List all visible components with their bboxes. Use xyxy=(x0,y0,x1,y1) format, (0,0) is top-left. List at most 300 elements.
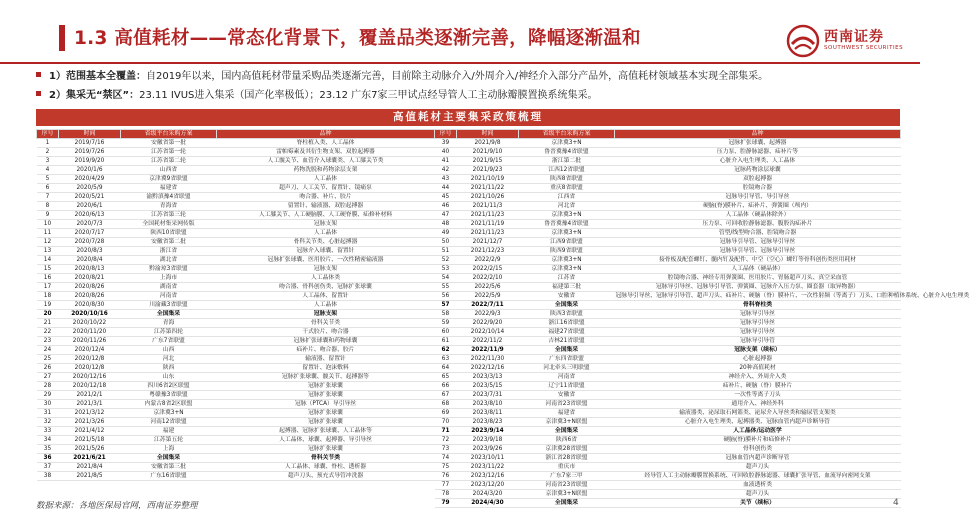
cell-time: 2021/6/21 xyxy=(59,454,121,463)
cell-no: 23 xyxy=(37,337,59,346)
cell-platform: 京津冀3+N xyxy=(519,211,615,220)
table-row xyxy=(37,382,435,391)
cell-platform: 江苏省第二轮 xyxy=(121,157,217,166)
cell-variety: 人工晶体（硬晶体除外） xyxy=(615,211,901,220)
table-row xyxy=(435,418,901,427)
point-text: 23.11 IVUS进入集采（国产化率极低）；23.12 广东7家三甲试点经导管人工主动脉瓣膜置换系统集采。 xyxy=(139,90,598,101)
cell-platform: 山西 xyxy=(121,346,217,355)
cell-time: 2024/3/20 xyxy=(457,490,519,499)
table-row xyxy=(435,427,901,436)
cell-variety: 冠脉导引导丝、冠脉导引导管、弹簧圈、冠脉介入压力泵、圈套器（取异物器） xyxy=(615,283,901,292)
cell-platform: 京津冀3+N联盟 xyxy=(519,418,615,427)
cell-time: 2020/5/21 xyxy=(59,193,121,202)
cell-variety: 留置针、输液器、双腔起搏器 xyxy=(217,202,435,211)
cell-platform: 河南省 xyxy=(121,292,217,301)
cell-no: 52 xyxy=(435,256,457,265)
table-row xyxy=(435,391,901,400)
cell-variety: 雷帕霉素及其衍生物支架、双腔起搏器 xyxy=(217,148,435,157)
cell-variety: 人工晶体 xyxy=(217,175,435,184)
point-text: 自2019年以来，国内高值耗材带量采购品类逐渐完善，目前除主动脉介入/外周介入/神经介入部分产品外，高值耗材领域基本实现全部集采。 xyxy=(145,71,769,82)
cell-time: 2021/3/1 xyxy=(59,400,121,409)
cell-platform: 陕西6省 xyxy=(519,436,615,445)
cell-platform: 全国耗材集采网传版 xyxy=(121,220,217,229)
table-row xyxy=(37,400,435,409)
logo-mark-icon xyxy=(786,24,820,58)
cell-platform: 全国集采 xyxy=(519,499,615,508)
table-row xyxy=(435,337,901,346)
cell-no: 38 xyxy=(37,472,59,481)
cell-no: 75 xyxy=(435,463,457,472)
cell-time: 2021/3/26 xyxy=(59,418,121,427)
table-row xyxy=(435,220,901,229)
cell-no: 4 xyxy=(37,166,59,175)
cell-no: 21 xyxy=(37,319,59,328)
table-row xyxy=(37,148,435,157)
cell-time: 2020/7/28 xyxy=(59,238,121,247)
col-header-platform: 省级平台采购方案 xyxy=(519,130,615,139)
table-row xyxy=(37,373,435,382)
cell-variety: 冠脉导引导管 xyxy=(615,337,901,346)
table-row xyxy=(37,346,435,355)
cell-platform: 江西9省联盟 xyxy=(519,238,615,247)
cell-time: 2022/7/11 xyxy=(457,301,519,310)
cell-no: 58 xyxy=(435,310,457,319)
cell-variety: 人工髋关节、血管介入球囊类、人工膝关节类 xyxy=(217,157,435,166)
col-header-no: 序号 xyxy=(435,130,457,139)
cell-no: 18 xyxy=(37,292,59,301)
table-row xyxy=(37,229,435,238)
cell-no: 59 xyxy=(435,319,457,328)
slide-header xyxy=(0,0,920,60)
cell-no: 71 xyxy=(435,427,457,436)
cell-platform: 京津冀9省联盟 xyxy=(121,175,217,184)
cell-variety: 人工晶体（硬晶体） xyxy=(615,265,901,274)
cell-no: 78 xyxy=(435,490,457,499)
cell-platform: 广东四省联盟 xyxy=(519,355,615,364)
cell-time: 2022/10/14 xyxy=(457,328,519,337)
cell-no: 2 xyxy=(37,148,59,157)
cell-time: 2020/12/18 xyxy=(59,382,121,391)
cell-variety: 腔镜吻合器 xyxy=(615,184,901,193)
cell-no: 32 xyxy=(37,418,59,427)
cell-variety: 人工晶体、球囊、脊柱、透析器 xyxy=(217,463,435,472)
cell-platform: 河北牵头三明联盟 xyxy=(519,364,615,373)
cell-platform: 安徽省第三批 xyxy=(121,463,217,472)
cell-platform: 河北省 xyxy=(519,202,615,211)
cell-platform: 全国集采 xyxy=(519,427,615,436)
table-row xyxy=(435,139,901,148)
col-header-no: 序号 xyxy=(37,130,59,139)
cell-platform: 福建省 xyxy=(121,184,217,193)
data-source-note: 数据来源：各地医保局官网，西南证券整理 xyxy=(36,501,198,511)
point-lead: 1）范围基本全覆盖： xyxy=(49,71,146,82)
cell-time: 2020/12/8 xyxy=(59,364,121,373)
table-row xyxy=(435,499,901,508)
cell-variety: 管型/线型吻合器、腔镜吻合器 xyxy=(615,229,901,238)
table-row xyxy=(435,193,901,202)
cell-platform: 京津冀28省联盟 xyxy=(519,445,615,454)
cell-platform: 河南省23省联盟 xyxy=(519,481,615,490)
table-row xyxy=(435,382,901,391)
cell-variety: 人工膝关节、人工硬脑膜、人工硬脊膜、疝修补材料 xyxy=(217,211,435,220)
table-row xyxy=(435,256,901,265)
table-row xyxy=(37,328,435,337)
cell-no: 27 xyxy=(37,373,59,382)
cell-time: 2020/7/17 xyxy=(59,229,121,238)
cell-time: 2020/6/1 xyxy=(59,202,121,211)
cell-no: 5 xyxy=(37,175,59,184)
cell-time: 2021/9/8 xyxy=(457,139,519,148)
cell-time: 2024/4/30 xyxy=(457,499,519,508)
table-row xyxy=(435,166,901,175)
cell-no: 60 xyxy=(435,328,457,337)
cell-platform: 湖南省 xyxy=(121,283,217,292)
cell-platform: 青海 xyxy=(121,319,217,328)
cell-no: 73 xyxy=(435,445,457,454)
cell-time: 2020/6/13 xyxy=(59,211,121,220)
cell-variety: 输液器、留置针 xyxy=(217,355,435,364)
cell-platform: 福建省 xyxy=(519,409,615,418)
cell-no: 7 xyxy=(37,193,59,202)
cell-platform: 浙江16省联盟 xyxy=(519,319,615,328)
cell-time: 2021/12/7 xyxy=(457,238,519,247)
cell-variety: 疝补片、吻合器、胶片 xyxy=(217,346,435,355)
cell-no: 43 xyxy=(435,175,457,184)
cell-variety: 超声刀头 xyxy=(615,463,901,472)
table-row xyxy=(435,400,901,409)
cell-time: 2019/9/20 xyxy=(59,157,121,166)
cell-no: 65 xyxy=(435,373,457,382)
cell-variety: 冠脉支架 xyxy=(217,220,435,229)
cell-no: 15 xyxy=(37,265,59,274)
cell-time: 2022/2/9 xyxy=(457,256,519,265)
table-row xyxy=(435,409,901,418)
cell-variety: 人工晶体/运动医学 xyxy=(615,427,901,436)
cell-time: 2021/11/3 xyxy=(457,202,519,211)
cell-platform: 川渝藏3省联盟 xyxy=(121,301,217,310)
cell-variety: 超声刀头 xyxy=(615,490,901,499)
cell-platform: 浙江第二批 xyxy=(519,157,615,166)
cell-variety: 神经介入、外周介入类 xyxy=(615,373,901,382)
cell-platform: 山东 xyxy=(121,373,217,382)
table-row xyxy=(37,193,435,202)
cell-time: 2020/8/13 xyxy=(59,265,121,274)
table-row xyxy=(37,157,435,166)
cell-variety: 冠脉支架（续标） xyxy=(615,346,901,355)
table-row xyxy=(435,292,901,301)
cell-platform: 江苏第五轮 xyxy=(121,436,217,445)
cell-variety: 冠脉导引导管、冠脉导引导丝 xyxy=(615,238,901,247)
cell-variety: 冠脉扩张球囊、髋关节、起搏器等 xyxy=(217,373,435,382)
cell-no: 69 xyxy=(435,409,457,418)
cell-platform: 黔渝琼3省联盟 xyxy=(121,265,217,274)
table-row xyxy=(37,391,435,400)
table-row xyxy=(435,436,901,445)
cell-time: 2023/9/18 xyxy=(457,436,519,445)
cell-platform: 江苏第四轮 xyxy=(121,328,217,337)
cell-no: 6 xyxy=(37,184,59,193)
cell-variety: 吻合器、骨科创伤类、冠脉扩张球囊 xyxy=(217,283,435,292)
cell-time: 2021/9/10 xyxy=(457,148,519,157)
company-logo xyxy=(786,24,916,58)
cell-time: 2020/10/22 xyxy=(59,319,121,328)
table-row xyxy=(435,463,901,472)
cell-no: 11 xyxy=(37,229,59,238)
cell-variety: 骨科关节类 xyxy=(217,319,435,328)
table-row xyxy=(37,463,435,472)
cell-platform: 广东16省联盟 xyxy=(121,472,217,481)
cell-time: 2021/10/26 xyxy=(457,193,519,202)
cell-time: 2021/12/23 xyxy=(457,247,519,256)
cell-platform: 山西省 xyxy=(121,166,217,175)
cell-variety: 冠脉扩张球囊 xyxy=(217,418,435,427)
col-header-time: 时间 xyxy=(59,130,121,139)
cell-platform: 全国集采 xyxy=(121,310,217,319)
cell-platform: 粤赣豫3省联盟 xyxy=(121,391,217,400)
cell-platform: 河南省23省联盟 xyxy=(519,400,615,409)
cell-no: 17 xyxy=(37,283,59,292)
cell-no: 16 xyxy=(37,274,59,283)
cell-time: 2023/8/11 xyxy=(457,409,519,418)
cell-variety: 接骨板及配套螺钉、髓内钉及配件、中空（空心）螺钉等骨科创伤类医用耗材 xyxy=(615,256,901,265)
cell-no: 51 xyxy=(435,247,457,256)
cell-no: 42 xyxy=(435,166,457,175)
cell-platform: 河南省 xyxy=(519,373,615,382)
table-row xyxy=(37,166,435,175)
cell-platform: 内蒙古8省2区联盟 xyxy=(121,400,217,409)
cell-no: 31 xyxy=(37,409,59,418)
cell-platform: 京津冀3+N联盟 xyxy=(519,490,615,499)
cell-no: 63 xyxy=(435,355,457,364)
cell-no: 46 xyxy=(435,202,457,211)
logo-en-text: SOUTHWEST SECURITIES xyxy=(824,45,904,51)
table-row xyxy=(37,175,435,184)
cell-time: 2023/8/10 xyxy=(457,400,519,409)
cell-variety: 硬脑(脊)膜补片和疝修补片 xyxy=(615,436,901,445)
cell-variety: 冠脉扩张球囊、起搏器 xyxy=(615,139,901,148)
table-row xyxy=(435,265,901,274)
cell-variety: 人工晶体类 xyxy=(217,274,435,283)
cell-variety: 20种高值耗材 xyxy=(615,364,901,373)
cell-no: 14 xyxy=(37,256,59,265)
cell-platform: 江苏省第三轮 xyxy=(121,211,217,220)
cell-platform: 京津冀3+N xyxy=(519,229,615,238)
table-row xyxy=(37,472,435,481)
cell-time: 2020/7/3 xyxy=(59,220,121,229)
table-row xyxy=(435,328,901,337)
cell-variety: 关节（续标） xyxy=(615,499,901,508)
cell-platform: 渝黔滇豫4省联盟 xyxy=(121,193,217,202)
square-bullet-icon xyxy=(36,72,41,77)
cell-time: 2021/11/19 xyxy=(457,220,519,229)
table-title: 高值耗材主要集采政策梳理 xyxy=(393,111,543,123)
summary-points xyxy=(36,67,916,105)
cell-platform: 江苏省第一轮 xyxy=(121,148,217,157)
cell-platform: 湖北省 xyxy=(121,256,217,265)
cell-time: 2021/11/22 xyxy=(457,184,519,193)
col-header-platform: 省级平台采购方案 xyxy=(121,130,217,139)
table-row xyxy=(435,364,901,373)
cell-variety: 骨科创伤类 xyxy=(615,445,901,454)
cell-platform: 四川6省2区联盟 xyxy=(121,382,217,391)
cell-no: 57 xyxy=(435,301,457,310)
cell-platform: 福建27省联盟 xyxy=(519,328,615,337)
cell-platform: 安徽省 xyxy=(519,391,615,400)
cell-time: 2023/11/22 xyxy=(457,463,519,472)
cell-variety: 超声刀头、预充式导管冲洗器 xyxy=(217,472,435,481)
cell-variety: 压力泵、腔静脉滤器、疝补片等 xyxy=(615,148,901,157)
cell-variety: 冠脉导引导丝 xyxy=(615,319,901,328)
table-row xyxy=(37,238,435,247)
cell-variety: 人工晶体 xyxy=(217,301,435,310)
table-row xyxy=(37,409,435,418)
cell-variety: 冠脉扩张球囊 xyxy=(217,409,435,418)
cell-time: 2022/11/30 xyxy=(457,355,519,364)
cell-variety: 冠脉支架 xyxy=(217,265,435,274)
cell-time: 2020/8/4 xyxy=(59,256,121,265)
cell-time: 2020/10/16 xyxy=(59,310,121,319)
cell-platform: 重庆8省联盟 xyxy=(519,184,615,193)
table-row xyxy=(435,346,901,355)
cell-no: 53 xyxy=(435,265,457,274)
cell-variety: 骨科脊柱类 xyxy=(615,301,901,310)
cell-no: 29 xyxy=(37,391,59,400)
table-row xyxy=(435,319,901,328)
cell-platform: 广东7家三甲 xyxy=(519,472,615,481)
cell-platform: 安徽省第二批 xyxy=(121,238,217,247)
cell-time: 2022/2/10 xyxy=(457,274,519,283)
cell-variety: 冠脉导引导丝、冠脉导引导管、超声刀头、疝补片、硬脑（脊）膜补片、一次性射频（等离子）刀头、口腔种植体系统、心脏介入电生理类 xyxy=(615,293,969,299)
cell-no: 35 xyxy=(37,445,59,454)
table-row xyxy=(435,373,901,382)
cell-no: 26 xyxy=(37,364,59,373)
table-row xyxy=(435,490,901,499)
table-row xyxy=(37,418,435,427)
cell-platform: 全国集采 xyxy=(121,454,217,463)
cell-time: 2021/5/18 xyxy=(59,436,121,445)
cell-variety: 吻合器、补片、胶片 xyxy=(217,193,435,202)
cell-variety: 冠脉扩张球囊 xyxy=(217,391,435,400)
cell-no: 3 xyxy=(37,157,59,166)
table-row xyxy=(37,139,435,148)
cell-platform: 江苏省 xyxy=(519,274,615,283)
cell-variety: 冠脉导引导管、冠脉导引导丝 xyxy=(615,247,901,256)
cell-variety: 通用介入、神经外科 xyxy=(615,400,901,409)
table-row xyxy=(435,148,901,157)
cell-time: 2020/12/8 xyxy=(59,355,121,364)
cell-no: 19 xyxy=(37,301,59,310)
cell-time: 2023/10/11 xyxy=(457,454,519,463)
cell-platform: 广东7省联盟 xyxy=(121,337,217,346)
table-row xyxy=(37,427,435,436)
cell-time: 2023/5/15 xyxy=(457,382,519,391)
table-row xyxy=(435,211,901,220)
cell-platform: 上海 xyxy=(121,445,217,454)
cell-variety: 冠脉（PTCA）导引导丝 xyxy=(217,400,435,409)
cell-no: 41 xyxy=(435,157,457,166)
cell-time: 2022/12/16 xyxy=(457,364,519,373)
cell-variety: 双腔起搏器 xyxy=(615,175,901,184)
table-row xyxy=(435,481,901,490)
table-header-row xyxy=(435,130,901,139)
cell-platform: 京津冀3+N xyxy=(519,265,615,274)
cell-platform: 吉林21省联盟 xyxy=(519,337,615,346)
cell-time: 2020/12/16 xyxy=(59,373,121,382)
cell-no: 1 xyxy=(37,139,59,148)
cell-time: 2020/8/21 xyxy=(59,274,121,283)
cell-no: 25 xyxy=(37,355,59,364)
table-row xyxy=(435,355,901,364)
cell-time: 2022/5/6 xyxy=(457,283,519,292)
cell-time: 2019/7/26 xyxy=(59,148,121,157)
cell-variety: 经导管人工主动脉瓣膜置换系统、可回收腔静脉滤器、球囊扩张导管、血流导向密网支架 xyxy=(615,472,901,481)
cell-variety: 心脏介入电生理类、起搏器类、冠脉血管内超声诊断导管 xyxy=(615,418,901,427)
cell-no: 28 xyxy=(37,382,59,391)
cell-platform: 浙江省 xyxy=(121,247,217,256)
cell-time: 2021/8/5 xyxy=(59,472,121,481)
summary-point xyxy=(36,67,916,86)
cell-no: 24 xyxy=(37,346,59,355)
table-row xyxy=(37,445,435,454)
cell-no: 70 xyxy=(435,418,457,427)
cell-no: 77 xyxy=(435,481,457,490)
cell-time: 2021/9/15 xyxy=(457,157,519,166)
cell-variety: 干式胶片、吻合器 xyxy=(217,328,435,337)
cell-time: 2021/11/23 xyxy=(457,229,519,238)
cell-no: 20 xyxy=(37,310,59,319)
cell-time: 2021/10/19 xyxy=(457,175,519,184)
title-accent-bar xyxy=(59,25,65,51)
table-row xyxy=(435,310,901,319)
cell-variety: 压力泵、可回收腔静脉滤器、腹股沟疝补片 xyxy=(615,220,901,229)
header-divider xyxy=(0,62,920,64)
cell-no: 64 xyxy=(435,364,457,373)
cell-variety: 冠脉血管内超声诊断导管 xyxy=(615,454,901,463)
cell-time: 2020/1/6 xyxy=(59,166,121,175)
cell-no: 56 xyxy=(435,292,457,301)
cell-time: 2021/3/12 xyxy=(59,409,121,418)
table-row xyxy=(435,184,901,193)
cell-platform: 辽宁11省联盟 xyxy=(519,382,615,391)
cell-platform: 京津冀3+N xyxy=(121,409,217,418)
cell-no: 9 xyxy=(37,211,59,220)
cell-time: 2023/7/31 xyxy=(457,391,519,400)
cell-time: 2020/8/3 xyxy=(59,247,121,256)
table-row xyxy=(37,355,435,364)
cell-platform: 福建 xyxy=(121,427,217,436)
table-row xyxy=(37,454,435,463)
cell-no: 50 xyxy=(435,238,457,247)
cell-platform: 鲁晋冀豫4省联盟 xyxy=(519,148,615,157)
cell-variety: 人工晶体、留置针 xyxy=(217,292,435,301)
cell-no: 33 xyxy=(37,427,59,436)
cell-no: 54 xyxy=(435,274,457,283)
cell-time: 2022/9/3 xyxy=(457,310,519,319)
cell-no: 49 xyxy=(435,229,457,238)
table-row xyxy=(435,202,901,211)
cell-no: 66 xyxy=(435,382,457,391)
cell-platform: 京津冀3+N xyxy=(519,256,615,265)
cell-time: 2020/11/26 xyxy=(59,337,121,346)
cell-variety: 输液器类、泌尿取石网篮类、泌尿介入导丝类和输尿管支架类 xyxy=(615,409,901,418)
table-row xyxy=(435,274,901,283)
cell-variety: 冠脉介入球囊、留置针 xyxy=(217,247,435,256)
cell-variety: 冠脉扩张球囊 xyxy=(217,445,435,454)
table-row xyxy=(37,220,435,229)
cell-variety: 人工晶体、球囊、起搏器、导引导丝 xyxy=(217,436,435,445)
cell-no: 62 xyxy=(435,346,457,355)
cell-platform: 河南12省联盟 xyxy=(121,418,217,427)
